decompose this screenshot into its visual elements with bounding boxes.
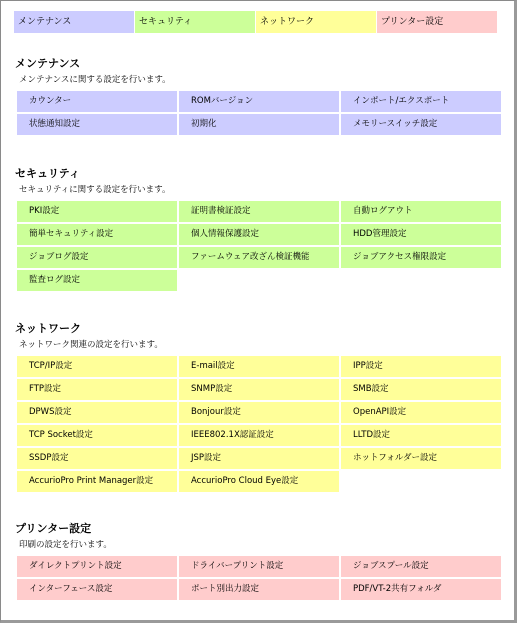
setting-firmware-tamper-check[interactable]: ファームウェア改ざん検証機能: [179, 247, 339, 268]
setting-ssdp[interactable]: SSDP設定: [17, 448, 177, 469]
setting-interface[interactable]: インターフェース設定: [17, 579, 177, 600]
setting-accuriopro-print-manager[interactable]: AccurioPro Print Manager設定: [17, 471, 177, 492]
setting-port-output[interactable]: ポート別出力設定: [179, 579, 339, 600]
setting-lltd[interactable]: LLTD設定: [341, 425, 501, 446]
setting-jsp[interactable]: JSP設定: [179, 448, 339, 469]
setting-audit-log[interactable]: 監査ログ設定: [17, 270, 177, 291]
section-description: セキュリティに関する設定を行います。: [19, 185, 171, 195]
setting-rom-version[interactable]: ROMバージョン: [179, 91, 339, 112]
section-title: ネットワーク: [15, 322, 81, 335]
setting-hdd-management[interactable]: HDD管理設定: [341, 224, 501, 245]
setting-pdf-vt2-shared-folder[interactable]: PDF/VT-2共有フォルダ: [341, 579, 501, 600]
setting-tcp-ip[interactable]: TCP/IP設定: [17, 356, 177, 377]
section-title: セキュリティ: [15, 167, 80, 180]
setting-ftp[interactable]: FTP設定: [17, 379, 177, 400]
settings-grid: [17, 356, 501, 492]
setting-counter[interactable]: カウンター: [17, 91, 177, 112]
setting-pki[interactable]: PKI設定: [17, 201, 177, 222]
settings-grid: [17, 91, 501, 135]
setting-accuriopro-cloud-eye[interactable]: AccurioPro Cloud Eye設定: [179, 471, 339, 492]
section-printer-settings: [17, 520, 501, 600]
setting-smb[interactable]: SMB設定: [341, 379, 501, 400]
setting-initialize[interactable]: 初期化: [179, 114, 339, 135]
setting-import-export[interactable]: インポート/エクスポート: [341, 91, 501, 112]
setting-certificate-verification[interactable]: 証明書検証設定: [179, 201, 339, 222]
section-description: メンテナンスに関する設定を行います。: [19, 75, 171, 85]
settings-grid: [17, 556, 501, 600]
setting-dpws[interactable]: DPWS設定: [17, 402, 177, 423]
setting-ipp[interactable]: IPP設定: [341, 356, 501, 377]
setting-snmp[interactable]: SNMP設定: [179, 379, 339, 400]
setting-status-notification[interactable]: 状態通知設定: [17, 114, 177, 135]
tab-maintenance[interactable]: メンテナンス: [14, 11, 134, 33]
tab-network[interactable]: ネットワーク: [256, 11, 376, 33]
tab-printer-settings[interactable]: プリンター設定: [377, 11, 497, 33]
setting-privacy-protection[interactable]: 個人情報保護設定: [179, 224, 339, 245]
setting-direct-print[interactable]: ダイレクトプリント設定: [17, 556, 177, 577]
section-network: [17, 320, 501, 492]
setting-hot-folder[interactable]: ホットフォルダー設定: [341, 448, 501, 469]
setting-driver-print[interactable]: ドライバープリント設定: [179, 556, 339, 577]
setting-easy-security[interactable]: 簡単セキュリティ設定: [17, 224, 177, 245]
setting-bonjour[interactable]: Bonjour設定: [179, 402, 339, 423]
tab-security[interactable]: セキュリティ: [135, 11, 255, 33]
section-description: 印刷の設定を行います。: [19, 540, 112, 550]
setting-job-access-permission[interactable]: ジョブアクセス権限設定: [341, 247, 501, 268]
section-title: プリンター設定: [15, 522, 92, 535]
tab-bar: [14, 11, 497, 33]
section-security: [17, 165, 501, 291]
section-description: ネットワーク関連の設定を行います。: [19, 340, 163, 350]
section-title: メンテナンス: [15, 57, 81, 70]
setting-openapi[interactable]: OpenAPI設定: [341, 402, 501, 423]
settings-grid: [17, 201, 501, 291]
setting-job-spool[interactable]: ジョブスプール設定: [341, 556, 501, 577]
setting-auto-logout[interactable]: 自動ログアウト: [341, 201, 501, 222]
setting-ieee8021x[interactable]: IEEE802.1X認証設定: [179, 425, 339, 446]
setting-memory-switch[interactable]: メモリースイッチ設定: [341, 114, 501, 135]
setting-email[interactable]: E-mail設定: [179, 356, 339, 377]
section-maintenance: [17, 55, 501, 135]
setting-job-log[interactable]: ジョブログ設定: [17, 247, 177, 268]
setting-tcp-socket[interactable]: TCP Socket設定: [17, 425, 177, 446]
